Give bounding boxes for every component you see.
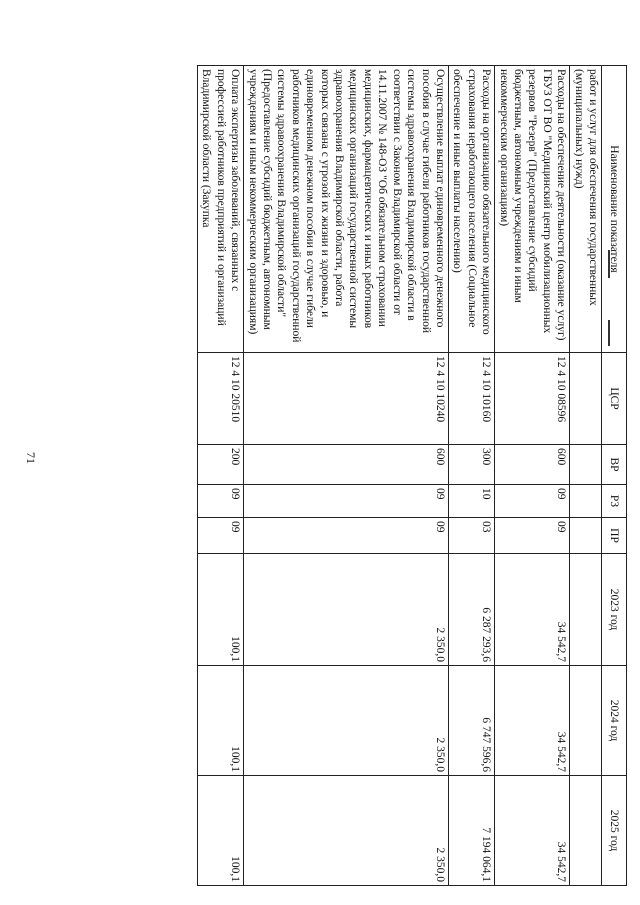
- row-rz: 09: [495, 485, 570, 518]
- row-vr: [570, 445, 602, 485]
- row-name: работ и услуг для обеспечения государственных (муниципальных) нужд): [570, 66, 602, 353]
- row-csr: 12 4 10 10240: [244, 353, 449, 445]
- row-2023: 34 542,7: [495, 554, 570, 666]
- header-pr: ПР: [602, 518, 627, 554]
- row-2025: 7 194 064,1: [448, 776, 494, 886]
- table-row: [448, 66, 494, 886]
- row-csr: 12 4 10 10160: [448, 353, 494, 445]
- row-pr: 09: [495, 518, 570, 554]
- header-csr: ЦСР: [602, 353, 627, 445]
- row-pr: 09: [244, 518, 449, 554]
- budget-table-rotated: [114, 65, 627, 885]
- row-2024: [570, 666, 602, 776]
- table-header-row: [602, 66, 627, 886]
- table-row: [198, 66, 244, 886]
- table-row: [244, 66, 449, 886]
- row-vr: 200: [198, 445, 244, 485]
- row-2025: 100,1: [198, 776, 244, 886]
- budget-table: [197, 65, 627, 886]
- row-2025: 34 542,7: [495, 776, 570, 886]
- header-vr: ВР: [602, 445, 627, 485]
- row-2023: 100,1: [198, 554, 244, 666]
- row-vr: 600: [495, 445, 570, 485]
- header-2025: 2025 год: [602, 776, 627, 886]
- row-2024: 6 747 596,6: [448, 666, 494, 776]
- row-csr: 12 4 10 20510: [198, 353, 244, 445]
- table-row: [495, 66, 570, 886]
- row-name: Расходы на организацию обязательного медицинского страхования неработающего населения (Социальное обеспечение и иные выплаты населению): [448, 66, 494, 353]
- row-2024: 34 542,7: [495, 666, 570, 776]
- row-2025: 2 350,0: [244, 776, 449, 886]
- row-vr: 300: [448, 445, 494, 485]
- row-rz: 10: [448, 485, 494, 518]
- row-rz: 09: [244, 485, 449, 518]
- header-rz: РЗ: [602, 485, 627, 518]
- row-csr: 12 4 10 08596: [495, 353, 570, 445]
- row-pr: [570, 518, 602, 554]
- header-2024: 2024 год: [602, 666, 627, 776]
- row-pr: 03: [448, 518, 494, 554]
- row-2023: 6 287 293,6: [448, 554, 494, 666]
- row-2024: 100,1: [198, 666, 244, 776]
- row-2023: 2 350,0: [244, 554, 449, 666]
- page-number: 71: [24, 452, 38, 464]
- row-pr: 09: [198, 518, 244, 554]
- row-name: Расходы на обеспечение деятельности (оказание услуг) ГБУЗ ОТ ВО "Медицинский центр мобилизационных резервов "Резерв" (Предоставление субсидий бюджетным, автономным учреждениям и иным некоммерческим организациям): [495, 66, 570, 353]
- header-2023: 2023 год: [602, 554, 627, 666]
- row-vr: 600: [244, 445, 449, 485]
- row-2025: [570, 776, 602, 886]
- row-rz: [570, 485, 602, 518]
- row-csr: [570, 353, 602, 445]
- row-name: Осуществление выплат единовременного денежного пособия в случае гибели работников государственной системы здравоохранения Владимирской области в соответствии с Законом Владимирской области от 14.11.2007 № 148-ОЗ "Об обязательном страховании медицинских, фармацевтических и иных работников медицинских организаций государственной системы здравоохранения Владимирской области, работа которых связана с угрозой их жизни и здоровью, и единовременном денежном пособии в случае гибели работников медицинских организаций государственной системы здравоохранения Владимирской области" (Предоставление субсидий бюджетным, автономным учреждениям и иным некоммерческим организациям): [244, 66, 449, 353]
- header-name: Наименование показателя: [602, 66, 627, 353]
- row-2023: [570, 554, 602, 666]
- table-row: [570, 66, 602, 886]
- row-rz: 09: [198, 485, 244, 518]
- row-name: Оплата экспертизы заболеваний, связанных с профессией работников предприятий и организаций Владимирской области (Закупка: [198, 66, 244, 353]
- row-2024: 2 350,0: [244, 666, 449, 776]
